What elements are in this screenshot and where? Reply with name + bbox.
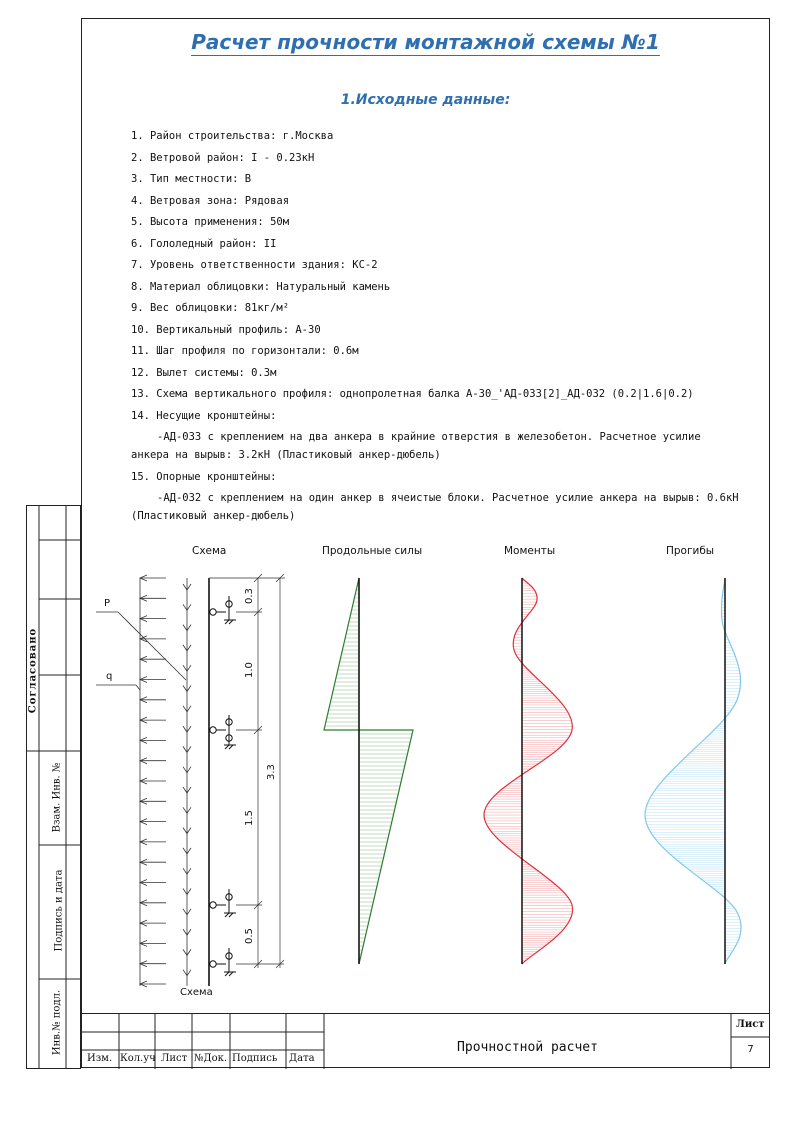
doc-title: Прочностной расчет — [457, 1040, 598, 1055]
stamp-izm: Изм. — [87, 1053, 113, 1064]
item-14-detail: -АД-033 с креплением на два анкера в крайние отверстия в железобетон. Расчетное усилие анкера на вырыв: 3.2кН (Пластиковый анкер-дюбель) — [131, 431, 701, 461]
item-3: 3. Тип местности: В — [131, 173, 252, 185]
side-replace-inv: Взам. Инв. № — [51, 762, 63, 833]
stamp-data: Дата — [289, 1053, 315, 1064]
stamp-list: Лист — [161, 1053, 188, 1064]
normal-force-diagram — [324, 578, 413, 964]
deflection-diagram — [645, 578, 741, 964]
sheet-label: Лист — [736, 1019, 765, 1030]
item-7: 7. Уровень ответственности здания: КС-2 — [131, 259, 378, 271]
item-9: 9. Вес облицовки: 81кг/м² — [131, 302, 290, 314]
scheme-label: Схема — [192, 545, 227, 557]
item-6: 6. Гололедный район: II — [131, 238, 277, 250]
item-13: 13. Схема вертикального профиля: однопролетная балка А-30_'АД-033[2]_АД-032 (0.2|1.6|0.2) — [131, 388, 694, 400]
stamp-koluch: Кол.уч — [120, 1053, 156, 1064]
item-4: 4. Ветровая зона: Рядовая — [131, 195, 290, 207]
dim-3-3: 3.3 — [266, 764, 277, 780]
moment-diagram — [484, 578, 573, 964]
stamp-podpis: Подпись — [232, 1053, 278, 1064]
title-block — [81, 1013, 770, 1069]
dim-0-5: 0.5 — [244, 928, 255, 944]
normal-forces-label: Продольные силы — [322, 545, 423, 557]
item-11: 11. Шаг профиля по горизонтали: 0.6м — [131, 345, 359, 357]
section-title: 1.Исходные данные: — [340, 92, 511, 108]
vertical-load-p — [183, 578, 191, 986]
distributed-load-q — [140, 575, 166, 987]
leader-p — [118, 612, 186, 680]
dim-1-5: 1.5 — [244, 810, 255, 826]
sheet-number: 7 — [747, 1044, 754, 1055]
dim-0-3: 0.3 — [244, 588, 255, 604]
label-p: P — [104, 598, 111, 609]
deflections-label: Прогибы — [666, 545, 715, 557]
page-title: Расчет прочности монтажной схемы №1 — [191, 30, 660, 54]
label-q: q — [106, 671, 113, 682]
item-5: 5. Высота применения: 50м — [131, 216, 290, 228]
item-14: 14. Несущие кронштейны: — [131, 410, 277, 422]
item-15: 15. Опорные кронштейны: — [131, 471, 277, 483]
item-12: 12. Вылет системы: 0.3м — [131, 367, 277, 379]
dim-1-0: 1.0 — [244, 662, 255, 678]
moments-label: Моменты — [504, 545, 556, 557]
item-1: 1. Район строительства: г.Москва — [131, 130, 334, 142]
item-15-detail: -АД-032 с креплением на один анкер в ячеистые блоки. Расчетное усилие анкера на вырыв: 0.6кН (Пластиковый анкер-дюбель) — [131, 492, 739, 522]
side-sign-date: Подпись и дата — [53, 869, 65, 952]
scheme-bottom-label: Схема — [180, 987, 213, 998]
side-strip — [26, 505, 81, 1069]
item-10: 10. Вертикальный профиль: А-30 — [131, 324, 321, 336]
item-2: 2. Ветровой район: I - 0.23кН — [131, 152, 315, 164]
item-8: 8. Материал облицовки: Натуральный камень — [131, 281, 391, 293]
side-agreed: Согласовано — [27, 627, 39, 714]
stamp-ndok: №Док. — [194, 1053, 228, 1064]
dimension-labels — [104, 588, 277, 998]
side-inv-orig: Инв.№ подл. — [51, 989, 63, 1056]
supports — [210, 596, 236, 976]
